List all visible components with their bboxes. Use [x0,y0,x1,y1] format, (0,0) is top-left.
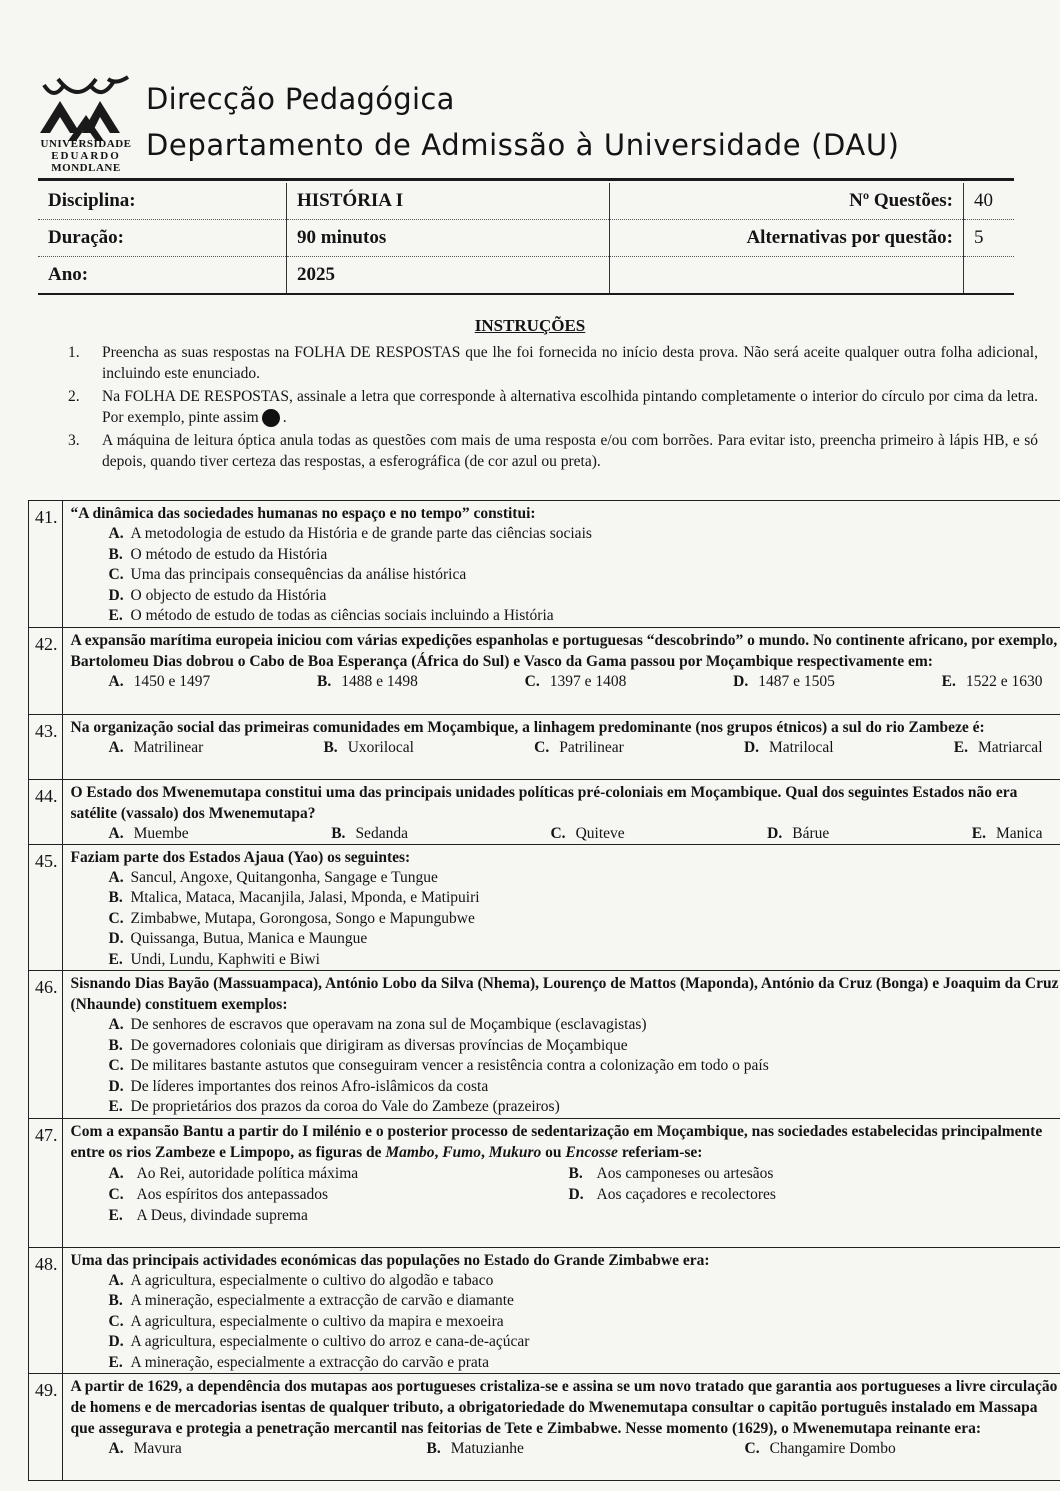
option: C. Zimbabwe, Mutapa, Gorongosa, Songo e Mapungubwe [108,909,475,927]
question-number: 47. [29,1118,63,1247]
option: A. A metodologia de estudo da História e de grande parte das ciências sociais [108,525,592,542]
option: D. A agricultura, especialmente o cultivo do arroz e cana-de-açúcar [108,1333,530,1350]
question-number: 49. [29,1374,63,1481]
question-stem: “A dinâmica das sociedades humanas no espaço e no tempo” constitui: [70,505,536,522]
options-row [71,1439,1060,1459]
options-row [71,672,1060,692]
instructions-title: INSTRUÇÕES [474,316,586,335]
instruction-item: 1. Preencha as suas respostas na FOLHA DE RESPOSTAS que lhe foi fornecida no início desta prova. Não será aceite qualquer outra folha adicional, incluindo este enunciado. [68,344,1038,382]
alternativas-label: Alternativas por questão: [610,220,964,257]
question-46 [29,971,1060,1119]
option: D. 1487 e 1505 [733,672,835,690]
option: E. A Deus, divindade suprema [108,1206,308,1224]
option: D. Bárue [767,824,830,842]
option: A. Matrilinear [108,738,204,756]
questoes-value: 40 [964,183,1015,220]
question-number: 43. [29,714,63,779]
option: E. Matriarcal [953,738,1043,756]
question-47 [29,1118,1060,1247]
question-45 [29,844,1060,971]
option: E. Manica [971,824,1043,842]
option: C. Changamire Dombo [744,1440,896,1457]
options-row [71,824,1060,844]
option: C. Patrilinear [534,738,624,756]
instruction-item: 3. A máquina de leitura óptica anula todas as questões com mais de uma resposta e/ou com borrões. Para evitar isto, preencha primeiro à lápis HB, e só depois, quando tiver certeza das respostas, a esferográfica (de cor azul ou preta). [68,432,1038,470]
option: B. Sedanda [331,824,408,842]
option: B. A mineração, especialmente a extracção de carvão e diamante [108,1292,514,1309]
question-41 [29,501,1060,628]
option: E. Undi, Lundu, Kaphwiti e Biwi [108,950,320,968]
option: B. Matuzianhe [426,1440,524,1457]
alternativas-value: 5 [964,220,1015,257]
option: D. De líderes importantes dos reinos Afro-islâmicos da costa [108,1077,489,1095]
question-number: 42. [29,627,63,714]
option: A. Sancul, Angoxe, Quitangonha, Sangage e Tungue [108,868,438,886]
question-number: 46. [29,971,63,1119]
filled-circle-icon [262,409,280,427]
option: C. Quiteve [550,824,625,842]
question-43 [29,714,1060,779]
option: A. A agricultura, especialmente o cultivo do algodão e tabaco [108,1271,494,1289]
option: E. De proprietários dos prazos da coroa do Vale do Zambeze (prazeiros) [108,1098,560,1115]
option: B. Mtalica, Mataca, Macanjila, Jalasi, Mponda, e Matipuiri [108,889,480,906]
question-stem: A partir de 1629, a dependência dos mutapas aos portugueses cristaliza-se e assina se um novo tratado que garantia aos portugueses a livre circulação de homens e de mercadorias isentas de qualquer tributo, a obrigatoriedade do Mwenemutapa consultar o capitão português instalado em Massapa que assegurava e protegia a penetração mercantil nas feitorias de Tete e Zimbabwe. Nesse momento (1629), o Mwenemutapa reinante era: [70,1378,1058,1437]
option: D. Matrilocal [743,738,834,756]
question-number: 45. [29,844,63,971]
exam-info-table [38,183,1014,295]
option: A. Mavura [108,1440,182,1457]
question-number: 44. [29,779,63,844]
question-48 [29,1247,1060,1374]
page-subtitle: Departamento de Admissão à Universidade (DAU) [146,128,900,162]
options-row [71,738,1060,758]
option: B. 1488 e 1498 [317,672,418,690]
question-stem: Com a expansão Bantu a partir do I milénio e o posterior processo de sedentarização em Moçambique, nas sociedades estabelecidas principalmente entre os rios Zambeze e Limpopo, as figuras de Mambo, Fumo, Mukuro ou Encosse referiam-se: [70,1122,1043,1161]
option: B. O método de estudo da História [108,545,328,563]
ano-label: Ano: [38,257,287,295]
option: A. De senhores de escravos que operavam na zona sul de Moçambique (esclavagistas) [108,1016,647,1033]
option: A. Muembe [108,824,189,842]
option: E. A mineração, especialmente a extracção do carvão e prata [108,1353,489,1371]
option: C. 1397 e 1408 [524,672,627,690]
option: D. Quissanga, Butua, Manica e Maungue [108,930,368,947]
option: A. Ao Rei, autoridade política máxima [108,1164,359,1182]
duracao-value: 90 minutos [287,220,610,257]
instructions-list [68,342,1038,474]
university-name: UNIVERSIDADE EDUARDO MONDLANE [40,138,132,174]
question-stem: Na organização social das primeiras comunidades em Moçambique, a linhagem predominante (nos grupos étnicos) a sul do rio Zambeze é: [70,718,985,736]
questions-table [28,500,1060,1481]
option: A. 1450 e 1497 [108,672,211,690]
question-stem: Faziam parte dos Estados Ajaua (Yao) os seguintes: [70,848,411,866]
question-stem: A expansão marítima europeia iniciou com várias expedições espanholas e portuguesas “descobrindo” o mundo. No continente africano, por exemplo, Bartolomeu Dias dobrou o Cabo de Boa Esperança (África do Sul) e Vasco da Gama passou por Moçambique respectivamente em: [70,631,1058,670]
question-stem: Sisnando Dias Bayão (Massuampaca), António Lobo da Silva (Nhema), Lourenço de Mattos (Maponda), António da Cruz (Bonga) e Joaquim da Cruz (Nhaunde) constituem exemplos: [70,975,1059,1013]
option: D. O objecto de estudo da História [108,586,327,604]
option: D. Aos caçadores e recolectores [568,1185,776,1203]
header-rule [38,178,1014,181]
question-44 [29,779,1060,844]
disciplina-label: Disciplina: [38,183,287,220]
question-number: 41. [29,501,63,628]
question-49 [29,1374,1060,1481]
question-number: 48. [29,1247,63,1374]
option: B. Uxorilocal [323,738,414,756]
question-42 [29,627,1060,714]
duracao-label: Duração: [38,220,287,257]
question-stem: Uma das principais actividades económicas das populações no Estado do Grande Zimbabwe era: [70,1251,710,1269]
question-stem: O Estado dos Mwenemutapa constitui uma das principais unidades políticas pré-coloniais em Moçambique. Qual dos seguintes Estados não era satélite (vassalo) dos Mwenemutapa? [70,783,1018,822]
option: B. De governadores coloniais que dirigiram as diversas províncias de Moçambique [108,1036,628,1054]
questoes-label: Nº Questões: [610,183,964,220]
option: C. Uma das principais consequências da análise histórica [108,566,467,583]
option: C. Aos espíritos dos antepassados [108,1185,329,1203]
option: E. O método de estudo de todas as ciências sociais incluindo a História [108,607,554,624]
options-grid [71,1163,1060,1226]
option: E. 1522 e 1630 [941,672,1043,690]
ano-value: 2025 [287,257,610,295]
page-title: Direcção Pedagógica [146,82,455,116]
option: B. Aos camponeses ou artesãos [568,1164,774,1182]
disciplina-value: HISTÓRIA I [287,183,610,220]
option: C. A agricultura, especialmente o cultivo da mapira e mexoeira [108,1312,504,1330]
instruction-item: 2. Na FOLHA DE RESPOSTAS, assinale a letra que corresponde à alternativa escolhida pintando completamente o interior do círculo por cima da letra. Por exemplo, pinte assim . [68,388,1038,426]
option: C. De militares bastante astutos que conseguiram vencer a resistência contra a colonização em todo o país [108,1057,769,1074]
